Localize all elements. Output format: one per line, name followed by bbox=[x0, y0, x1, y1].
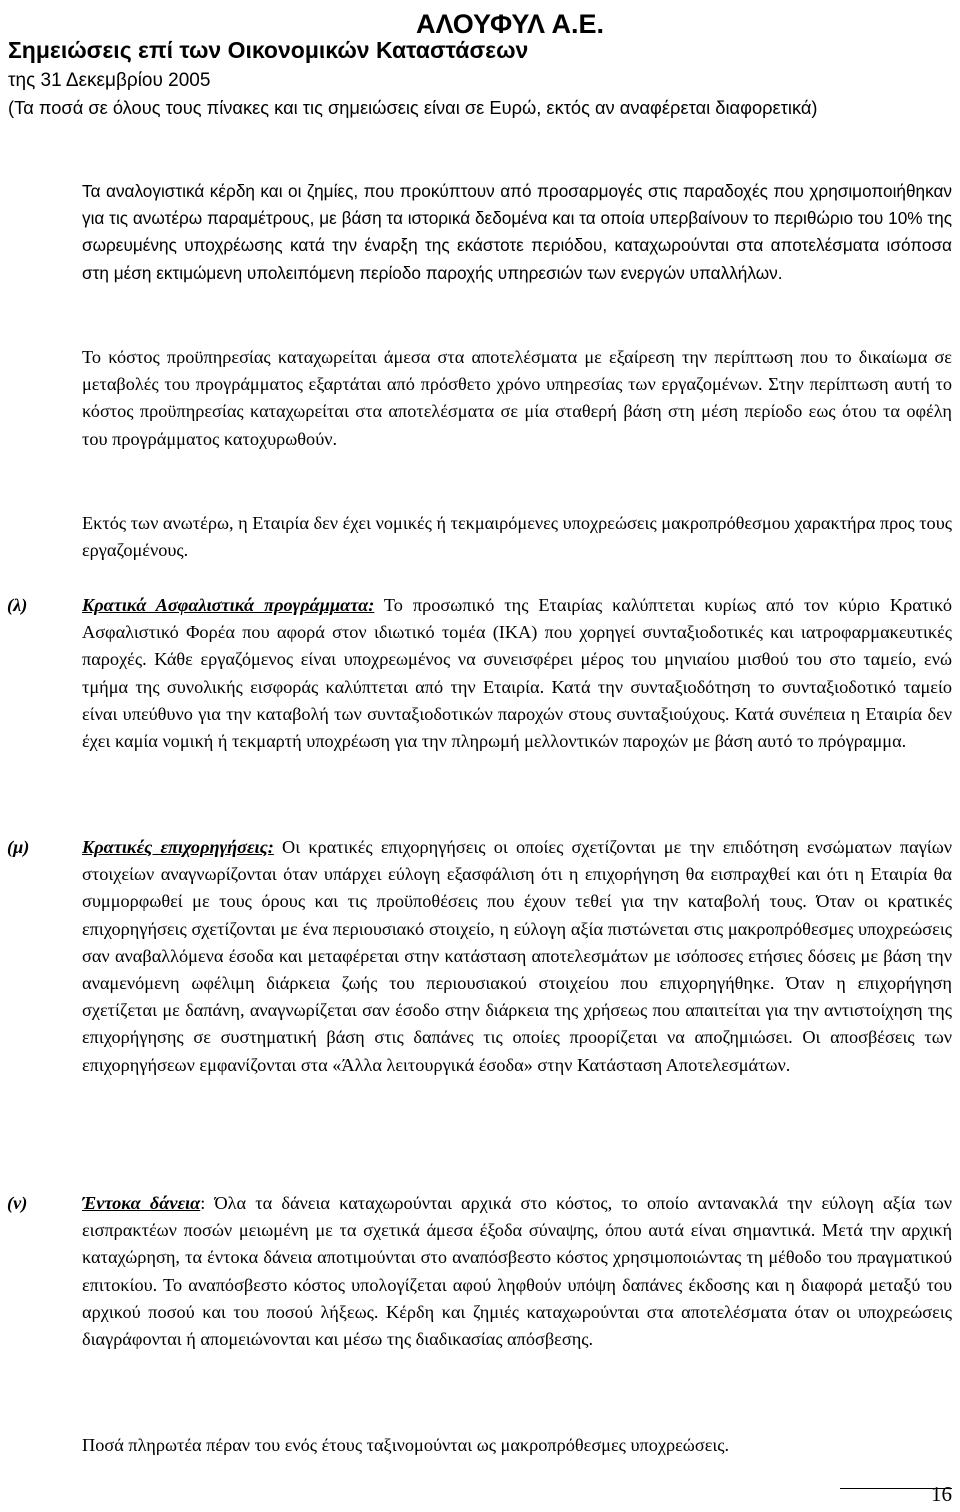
page-number: 16 bbox=[931, 1482, 952, 1506]
intro-paragraph-other-obligations: Εκτός των ανωτέρω, η Εταιρία δεν έχει νομικές ή τεκμαιρόμενες υποχρεώσεις μακροπρόθεσμου χαρακτήρα προς τους εργαζομένους. bbox=[82, 513, 952, 561]
company-name: ΑΛΟΥΦΥΛ Α.Ε. bbox=[416, 9, 604, 39]
document-date: της 31 Δεκεμβρίου 2005 bbox=[8, 70, 211, 91]
section-label-nu: (ν) bbox=[7, 1193, 28, 1213]
section-heading-loans: Έντοκα δάνεια bbox=[82, 1193, 201, 1213]
section-label-mu: (μ) bbox=[7, 837, 30, 857]
closing-paragraph: Ποσά πληρωτέα πέραν του ενός έτους ταξινομούνται ως μακροπρόθεσμες υποχρεώσεις. bbox=[82, 1435, 730, 1455]
section-grants bbox=[82, 834, 952, 1079]
section-state-insurance bbox=[82, 592, 952, 755]
intro-paragraph-past-service: Το κόστος προϋπηρεσίας καταχωρείται άμεσα στα αποτελέσματα με εξαίρεση την περίπτωση που το δικαίωμα σε μεταβολές του προγράμματος εξαρτάται από πρόσθετο χρόνο υπηρεσίας των εργαζομένων. Στην περίπτωση αυτή το κόστος προϋπηρεσίας καταχωρείται στα αποτελέσματα σε μία σταθερή βάση στη μέση περίοδο εως ότου τα οφέλη του προγράμματος κατοχυρωθούν. bbox=[82, 347, 952, 449]
intro-paragraph-actuarial: Τα αναλογιστικά κέρδη και οι ζημίες, που προκύπτουν από προσαρμογές στις παραδοχές που χρησιμοποιήθηκαν για τις ανωτέρω παραμέτρους, με βάση τα ιστορικά δεδομένα και τα οποία υπερβαίνουν το περιθώριο του 10% της σωρευμένης υποχρέωσης κατά την έναρξη της εκάστοτε περιόδου, καταχωρούνται στα αποτελέσματα ισόποσα στη μέση εκτιμώμενη υπολειπόμενη περίοδο παροχής υπηρεσιών των ενεργών υπαλλήλων. bbox=[82, 181, 952, 283]
currency-note: (Τα ποσά σε όλους τους πίνακες και τις σημειώσεις είναι σε Ευρώ, εκτός αν αναφέρεται διαφορετικά) bbox=[8, 97, 818, 118]
section-text-grants: Οι κρατικές επιχορηγήσεις οι οποίες σχετίζονται με την επιδότηση ενσώματων παγίων στοιχείων αναγνωρίζονται όταν υπάρχει εύλογη εξασφάλιση ότι η επιχορήγηση θα εισπραχθεί και ότι η Εταιρία θα συμμορφωθεί με τους όρους και τις προϋποθέσεις που έχουν τεθεί για την καταβολή τους. Όταν οι κρατικές επιχορηγήσεις σχετίζονται με ένα περιουσιακό στοιχείο, η εύλογη αξία πιστώνεται στις μακροπρόθεσμες υποχρεώσεις σαν αναβαλλόμενα έσοδα και μεταφέρεται στην κατάσταση αποτελεσμάτων με ισόποσες ετήσιες δόσεις με βάση την αναμενόμενη ωφέλιμη διάρκεια ζωής του περιουσιακού στοιχείου που επιχορηγήθηκε. Όταν η επιχορήγηση σχετίζεται με δαπάνη, αναγνωρίζεται σαν έσοδο στην διάρκεια της χρήσεως που απαιτείται για την αντιστοίχηση της επιχορήγησης σε συστηματική βάση στις δαπάνες τις οποίες προορίζεται να αποζημιώσει. Οι αποσβέσεις των επιχορηγήσεων εμφανίζονται στα «Άλλα λειτουργικά έσοδα» στην Κατάσταση Αποτελεσμάτων. bbox=[82, 837, 952, 1075]
section-heading-grants: Κρατικές επιχορηγήσεις: bbox=[82, 837, 274, 857]
section-heading-state-insurance: Κρατικά Ασφαλιστικά προγράμματα: bbox=[82, 595, 375, 615]
document-title: Σημειώσεις επί των Οικονομικών Καταστάσεων bbox=[8, 37, 529, 63]
section-text-state-insurance: Το προσωπικό της Εταιρίας καλύπτεται κυρίως από τον κύριο Κρατικό Ασφαλιστικό Φορέα που αφορά στον ιδιωτικό τομέα (ΙΚΑ) που χορηγεί συνταξιοδοτικές και ιατροφαρμακευτικές παροχές. Κάθε εργαζόμενος είναι υποχρεωμένος να συνεισφέρει μέρος του μηνιαίου μισθού του στο ταμείο, ενώ τμήμα της συνολικής εισφοράς καλύπτεται από την Εταιρία. Κατά την συνταξιοδότηση το συνταξιοδοτικό ταμείο είναι υπεύθυνο για την καταβολή των συνταξιοδοτικών παροχών στους συνταξιούχους. Κατά συνέπεια η Εταιρία δεν έχει καμία νομική ή τεκμαρτή υποχρέωση για την πληρωμή μελλοντικών παροχών με βάση αυτό το πρόγραμμα. bbox=[82, 595, 952, 752]
section-label-lambda: (λ) bbox=[7, 595, 28, 615]
section-loans bbox=[82, 1190, 952, 1353]
section-text-loans: : Όλα τα δάνεια καταχωρούνται αρχικά στο κόστος, το οποίο αντανακλά την εύλογη αξία των εισπρακτέων ποσών μειωμένη με τα σχετικά άμεσα έξοδα σύναψης, όπου αυτά είναι σημαντικά. Μετά την αρχική καταχώρηση, τα έντοκα δάνεια αποτιμούνται στο αναπόσβεστο κόστος χρησιμοποιώντας τη μέθοδο του πραγματικού επιτοκίου. Το αναπόσβεστο κόστος υπολογίζεται αφού ληφθούν υπόψη δαπάνες έκδοσης και η διαφορά μεταξύ του αρχικού ποσού και του ποσού λήξεως. Κέρδη και ζημιές καταχωρούνται στα αποτελέσματα όταν οι υποχρεώσεις διαγράφονται ή απομειώνονται και μέσω της διαδικασίας απόσβεσης. bbox=[82, 1193, 953, 1350]
